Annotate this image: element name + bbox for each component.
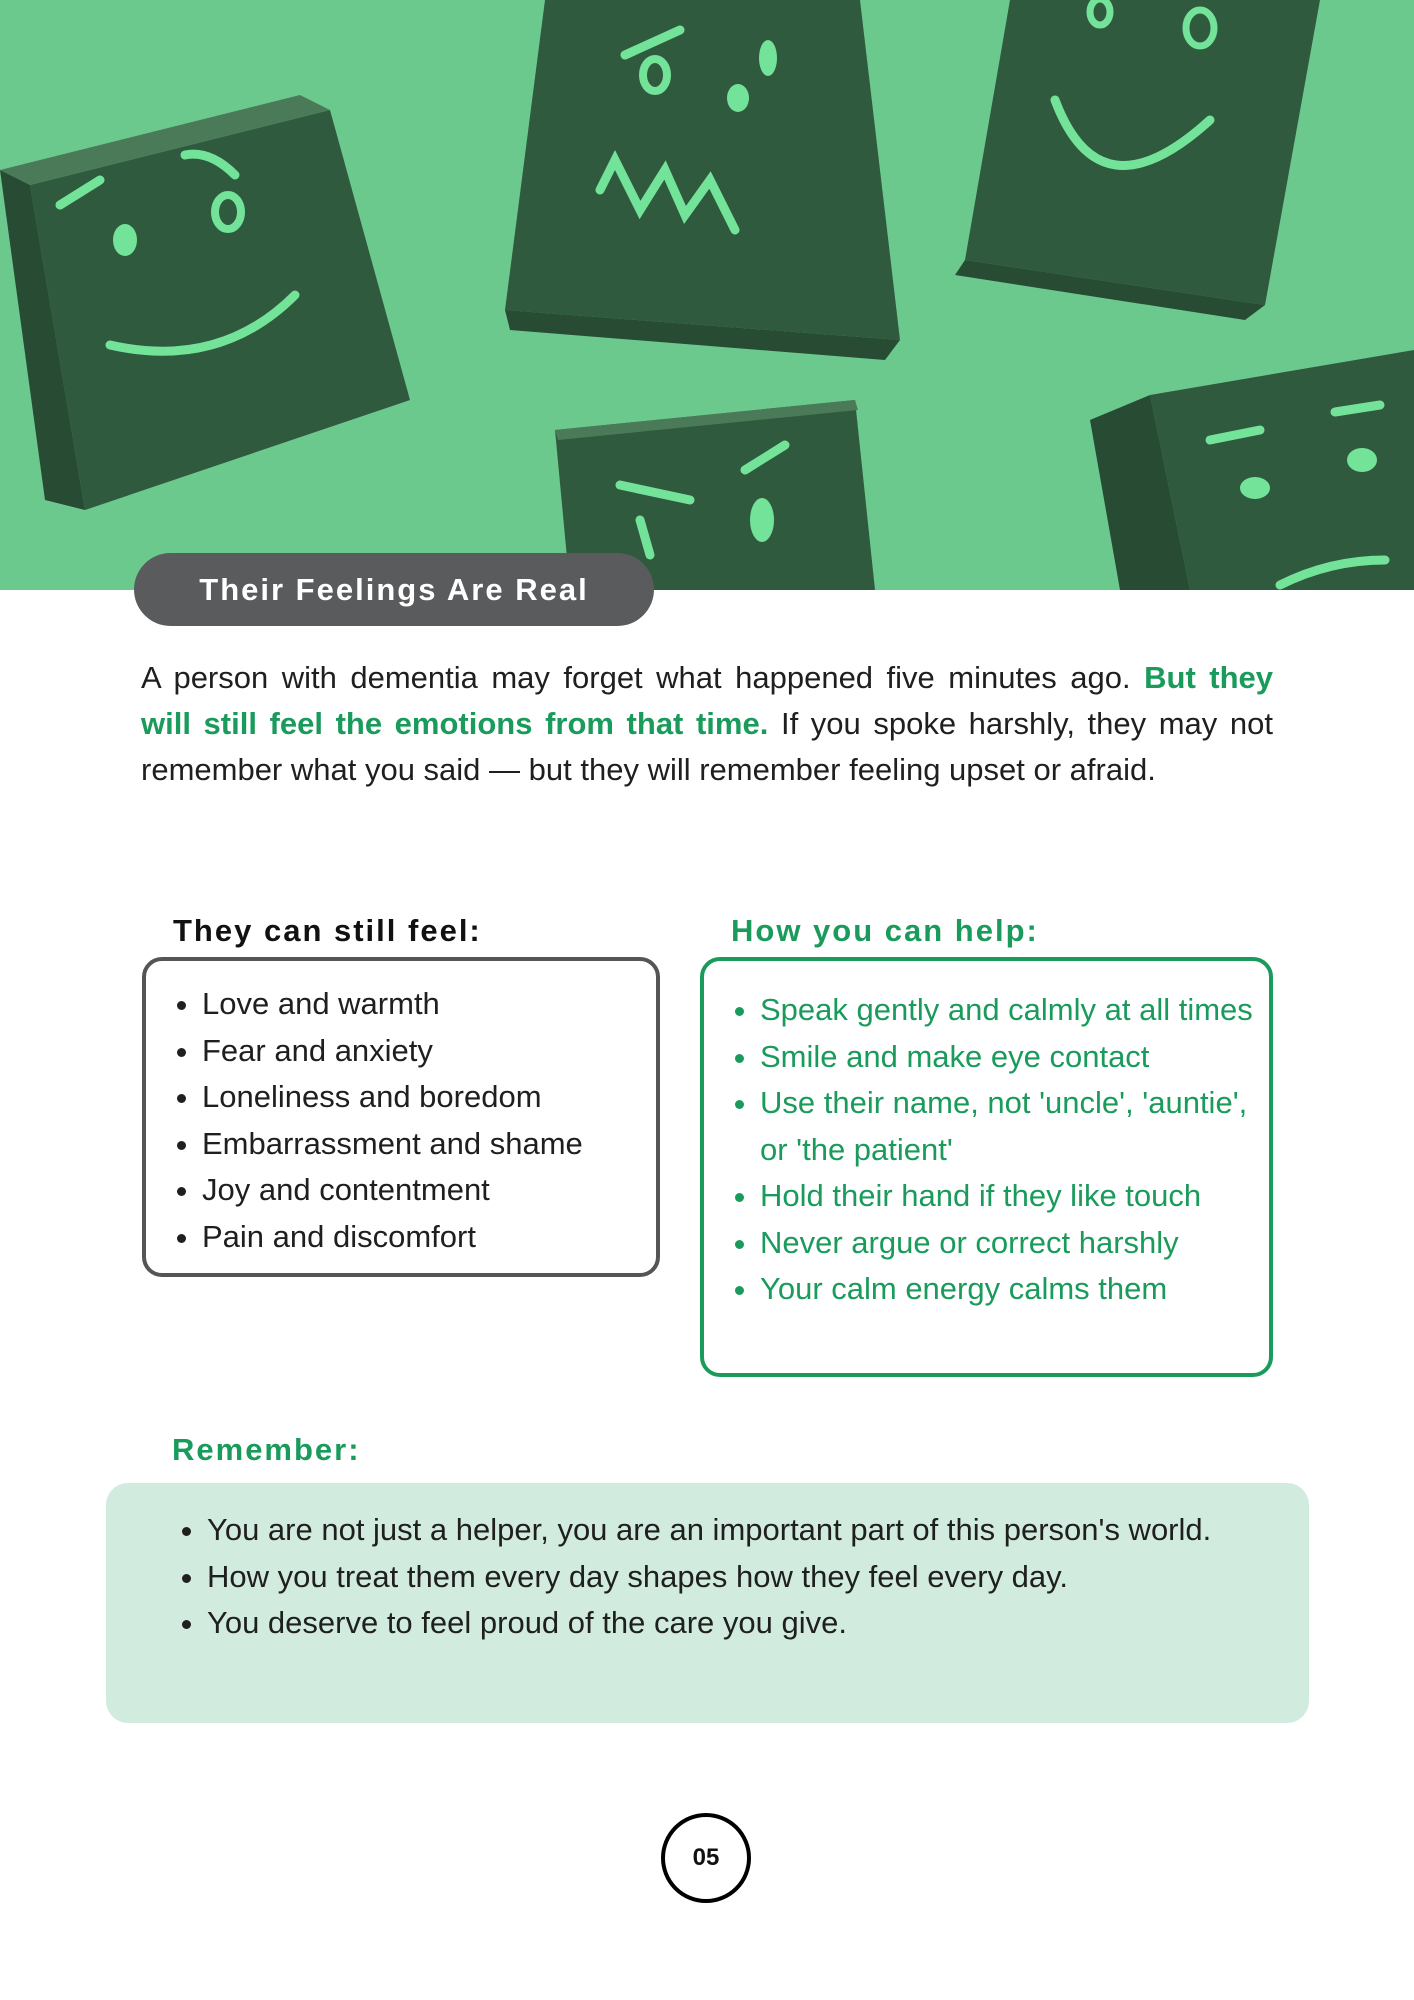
section-title: Their Feelings Are Real [199, 571, 589, 607]
list-item: • Use their name, not 'uncle', 'auntie', or 'the patient' [760, 1080, 1269, 1173]
list-item: • Love and warmth [202, 981, 656, 1028]
hero-image [0, 0, 1414, 590]
intro-paragraph [141, 655, 1273, 793]
remember-heading: Remember: [172, 1432, 361, 1467]
intro-highlight: But they will still feel the emotions from that time. [141, 660, 1273, 741]
page-number [661, 1813, 751, 1903]
list-item: • You deserve to feel proud of the care you give. [207, 1600, 1249, 1647]
list-item: • Hold their hand if they like touch [760, 1173, 1269, 1220]
list-item: • Your calm energy calms them [760, 1266, 1269, 1313]
page-number-label: 05 [692, 1844, 720, 1871]
list-item: • Loneliness and boredom [202, 1074, 656, 1121]
list-item: • Joy and contentment [202, 1167, 656, 1214]
feelings-box [142, 957, 660, 1277]
list-item: • Pain and discomfort [202, 1214, 656, 1261]
list-item: • Smile and make eye contact [760, 1034, 1269, 1081]
remember-list [106, 1483, 1309, 1647]
intro-part1: A person with dementia may forget what happened five minutes ago. [141, 660, 1131, 695]
list-item: • Never argue or correct harshly [760, 1220, 1269, 1267]
feelings-list [146, 961, 656, 1260]
intro-part2: If you spoke harshly, they may not remember what you said — but they will remember feeling upset or afraid. [141, 706, 1273, 787]
list-item: • How you treat them every day shapes how they feel every day. [207, 1554, 1249, 1601]
list-item: • Embarrassment and shame [202, 1121, 656, 1168]
help-heading: How you can help: [731, 913, 1039, 948]
section-title-pill [134, 553, 654, 626]
remember-box [106, 1483, 1309, 1723]
help-box [700, 957, 1273, 1377]
list-item: • Fear and anxiety [202, 1028, 656, 1075]
list-item: • You are not just a helper, you are an important part of this person's world. [207, 1507, 1249, 1554]
help-list [704, 961, 1269, 1313]
list-item: • Speak gently and calmly at all times [760, 987, 1269, 1034]
feelings-heading: They can still feel: [173, 913, 482, 948]
